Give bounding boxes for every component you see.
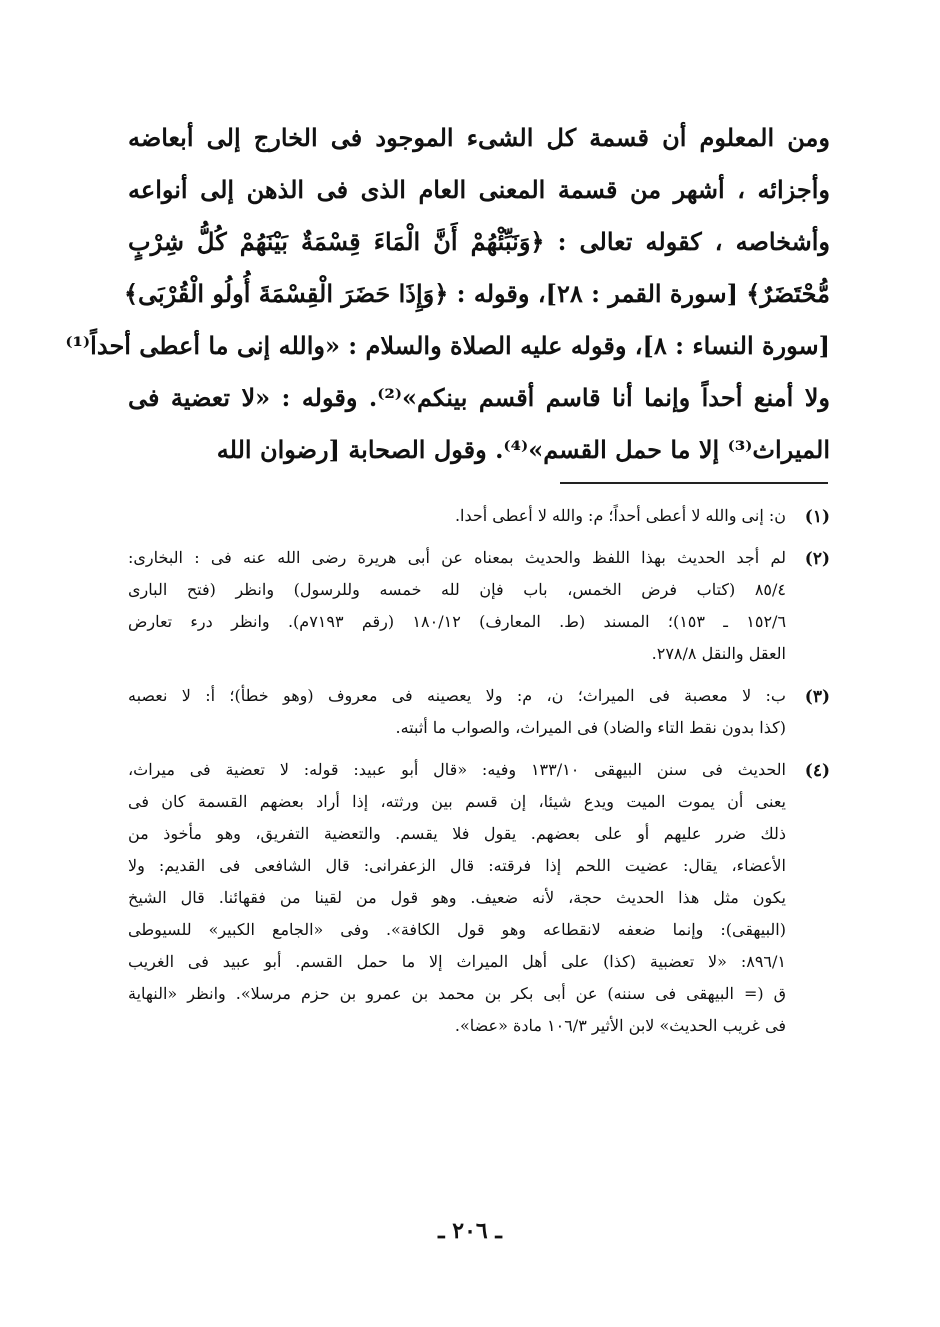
footnote-line: لم أجد الحديث بهذا اللفظ والحديث بمعناه عن أبى هريرة رضى الله عنه فى : البخارى: — [128, 548, 786, 567]
footnotes-section — [128, 500, 830, 1052]
footnote-line: (كذا بدون نقط التاء والضاد) فى الميراث، والصواب ما أثبته. — [395, 718, 786, 737]
footnote-line: فى غريب الحديث» لابن الأثير ١٠٦/٣ مادة «عضا». — [454, 1016, 786, 1035]
footnote-number: (٤) — [804, 761, 830, 781]
main-text-line: وأشخاصه ، كقوله تعالى : ﴿وَنَبِّئْهُمْ أَنَّ الْمَاءَ قِسْمَةٌ بَيْنَهُمْ كُلُّ شِرْبٍ — [128, 227, 830, 256]
footnote-line: ٨٩٦/١: «لا تعضبية (كذا) على أهل الميراث إلا ما حمل القسم. أبو عبيد فى الغريب — [128, 952, 786, 971]
main-text-line: ومن المعلوم أن قسمة كل الشىء الموجود فى الخارج إلى أبعاضه — [128, 123, 830, 152]
footnote-line: الأعضاء، يقال: عضيت اللحم إذا فرقته: قال الزعفرانى: قال الشافعى فى القديم: ولا — [128, 856, 786, 875]
footnote-divider — [560, 482, 828, 484]
footnote-2 — [128, 542, 830, 670]
main-text-line: مُّحْتَضَرٌ﴾ [سورة القمر : ٢٨]، وقوله : ﴿وَإِذَا حَضَرَ الْقِسْمَةَ أُولُو الْقُرْبَى﴾ — [123, 279, 830, 308]
page-number: ـ ٢٠٦ ـ — [438, 1218, 502, 1244]
footnote-4 — [128, 754, 830, 1042]
footnote-line: ١٥٢/٦ ـ ١٥٣)؛ المسند (ط. المعارف) ١٨٠/١٢ (رقم ٧١٩٣م). وانظر درء تعارض — [128, 612, 787, 631]
footnote-line: يكون مثل هذا الحديث حجة، لأنه ضعيف. وهو قول من لقينا من فقهائنا. قال الشيخ — [128, 888, 786, 907]
footnote-line: ب: لا معصبة فى الميراث؛ ن، م: ولا يعصينه فى معروف (وهو خطأ)؛ أ: لا نعصبه — [128, 686, 786, 705]
footnote-number: (٣) — [804, 687, 830, 707]
footnote-1 — [128, 500, 830, 532]
footnote-line: يعنى أن يموت الميت ويدع شيئا، إن قسم بين ورثته، إذا أراد بعضهم القسمة كان فى — [128, 792, 786, 811]
footnote-line: ٨٥/٤ (كتاب فرض الخمس، باب فإن لله خمسه وللرسول) وانظر (فتح البارى — [128, 580, 786, 599]
footnote-line: ن: إنى والله لا أعطى أحداً؛ م: والله لا أعطى أحدا. — [454, 506, 786, 525]
main-text-line: ولا أمنع أحداً وإنما أنا قاسم أقسم بينكم»⁽²⁾. وقوله : «لا تعضية فى — [128, 383, 830, 412]
footnote-line: ق (= البيهقى فى سننه) عن أبى بكر بن محمد بن عمرو بن حزم مرسلا». وانظر «النهاية — [128, 984, 786, 1003]
footnote-line: العقل والنقل ٢٧٨/٨. — [651, 644, 786, 663]
footnote-number: (١) — [804, 507, 830, 527]
footnote-number: (٢) — [804, 549, 830, 569]
footnote-line: ذلك ضرر عليهم أو على بعضهم. يقول فلا يقسم. والتعضية التفريق، وهو مأخوذ من — [128, 824, 786, 843]
main-text-line: وأجزائه ، أشهر من قسمة المعنى العام الذى فى الذهن إلى أنواعه — [128, 175, 830, 204]
footnote-3 — [128, 680, 830, 744]
main-text-block — [65, 112, 830, 476]
main-text-line: [سورة النساء : ٨]، وقوله عليه الصلاة والسلام : «والله إنى ما أعطى أحداً⁽¹⁾ — [65, 331, 830, 360]
main-text-line: الميراث⁽³⁾ إلا ما حمل القسم»⁽⁴⁾. وقول الصحابة [رضوان الله — [216, 435, 830, 464]
footnote-line: (البيهقى): وإنما ضعفه لانقطاعه وهو قول الكافة». وفى «الجامع الكبير» للسيوطى — [128, 920, 786, 939]
footnote-line: الحديث فى سنن البيهقى ١٣٣/١٠ وفيه: «قال أبو عبيد: قوله: لا تعضية فى ميراث، — [128, 760, 786, 779]
